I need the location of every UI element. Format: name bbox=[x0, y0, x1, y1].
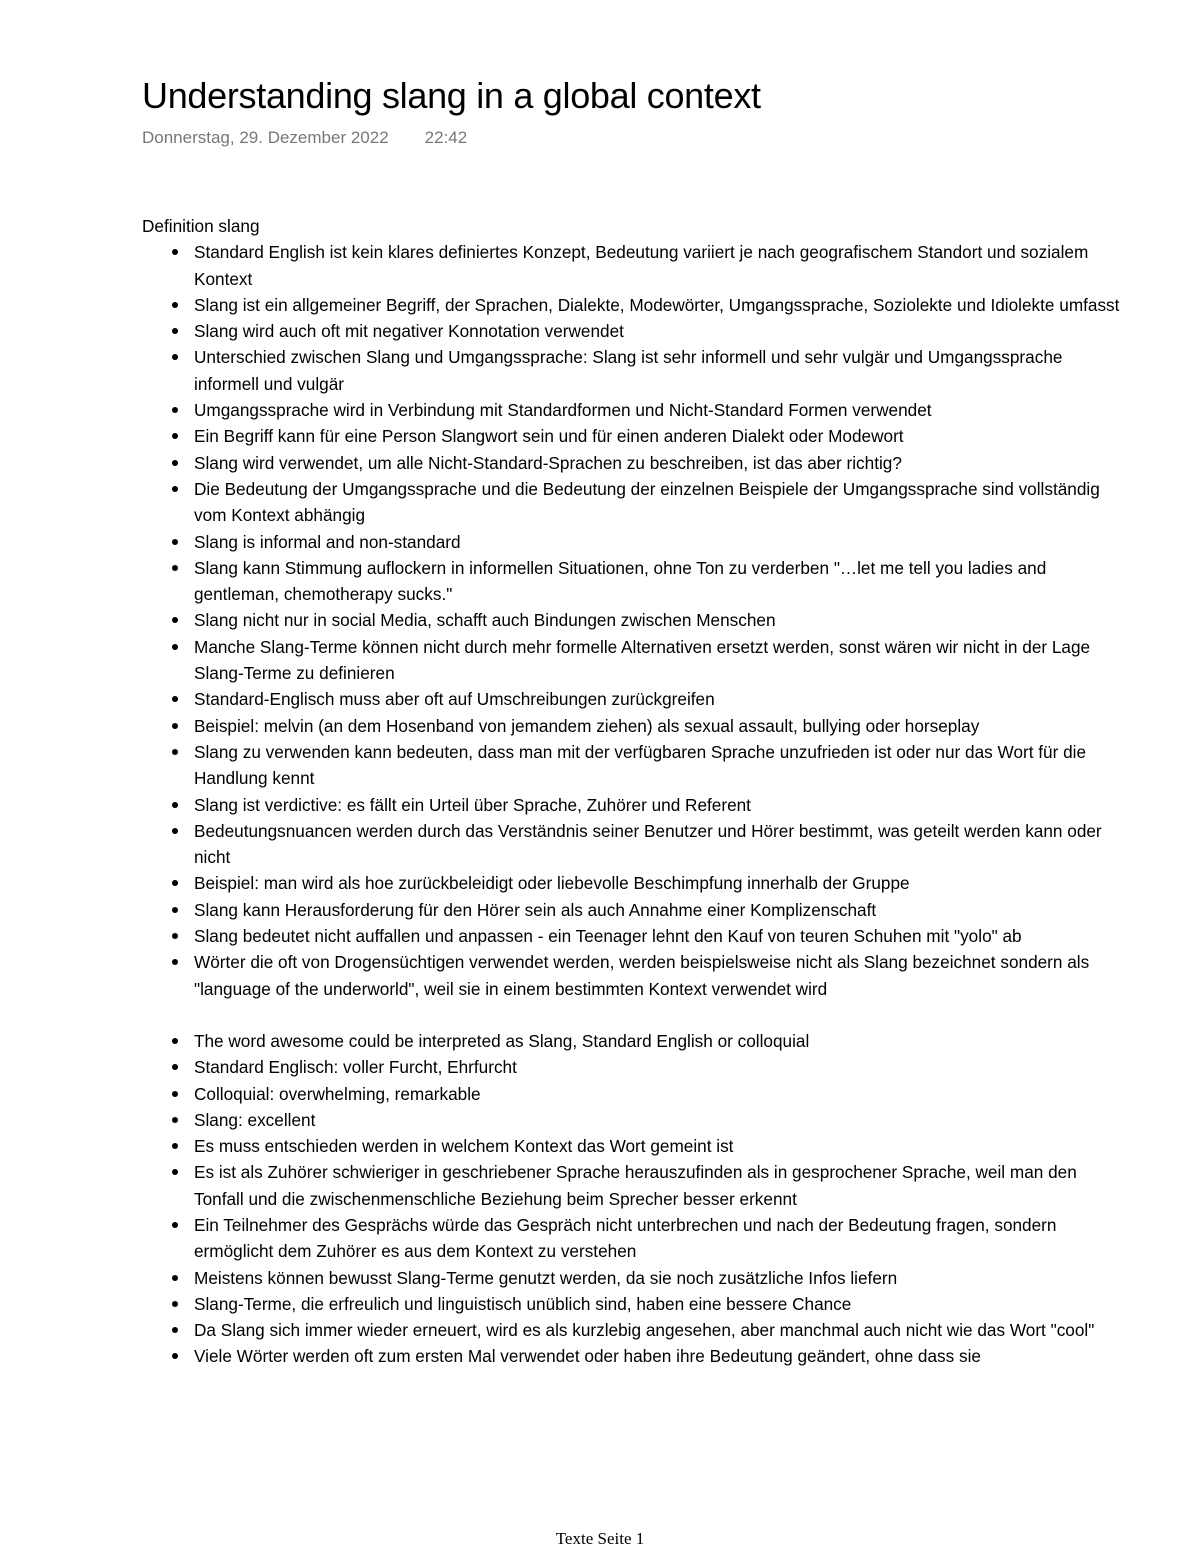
list-item: Slang wird auch oft mit negativer Konnotation verwendet bbox=[142, 318, 1122, 344]
list-item: Manche Slang-Terme können nicht durch mehr formelle Alternativen ersetzt werden, sonst wären wir nicht in der Lage Slang-Terme zu definieren bbox=[142, 634, 1122, 687]
page-content bbox=[142, 213, 1122, 1370]
bullet-list-awesome-example bbox=[142, 1028, 1122, 1370]
page-time: 22:42 bbox=[424, 128, 468, 147]
list-item: Beispiel: melvin (an dem Hosenband von jemandem ziehen) als sexual assault, bullying oder horseplay bbox=[142, 713, 1122, 739]
list-item: Slang zu verwenden kann bedeuten, dass man mit der verfügbaren Sprache unzufrieden ist oder nur das Wort für die Handlung kennt bbox=[142, 739, 1122, 792]
list-item: Slang kann Stimmung auflockern in informellen Situationen, ohne Ton zu verderben "…let me tell you ladies and gentleman, chemotherapy sucks." bbox=[142, 555, 1122, 608]
page-footer: Texte Seite 1 bbox=[555, 1529, 645, 1548]
list-item: Standard-Englisch muss aber oft auf Umschreibungen zurückgreifen bbox=[142, 686, 1122, 712]
list-item: Slang ist ein allgemeiner Begriff, der Sprachen, Dialekte, Modewörter, Umgangssprache, Soziolekte und Idiolekte umfasst bbox=[142, 292, 1122, 318]
paragraph-spacer bbox=[142, 1002, 1122, 1028]
list-item: Standard English ist kein klares definiertes Konzept, Bedeutung variiert je nach geografischem Standort und sozialem Kontext bbox=[142, 239, 1122, 292]
list-item: Es ist als Zuhörer schwieriger in geschriebener Sprache herauszufinden als in gesprochener Sprache, weil man den Tonfall und die zwischenmenschliche Beziehung beim Sprecher besser erkennt bbox=[142, 1159, 1122, 1212]
list-item: Slang wird verwendet, um alle Nicht-Standard-Sprachen zu beschreiben, ist das aber richtig? bbox=[142, 450, 1122, 476]
list-item: Slang ist verdictive: es fällt ein Urteil über Sprache, Zuhörer und Referent bbox=[142, 792, 1122, 818]
list-item: Ein Begriff kann für eine Person Slangwort sein und für einen anderen Dialekt oder Modewort bbox=[142, 423, 1122, 449]
list-item: Meistens können bewusst Slang-Terme genutzt werden, da sie noch zusätzliche Infos liefern bbox=[142, 1265, 1122, 1291]
list-item: Viele Wörter werden oft zum ersten Mal verwendet oder haben ihre Bedeutung geändert, ohne dass sie bbox=[142, 1343, 1122, 1369]
list-item: Slang kann Herausforderung für den Hörer sein als auch Annahme einer Komplizenschaft bbox=[142, 897, 1122, 923]
list-item: Colloquial: overwhelming, remarkable bbox=[142, 1081, 1122, 1107]
list-item: Bedeutungsnuancen werden durch das Verständnis seiner Benutzer und Hörer bestimmt, was geteilt werden kann oder nicht bbox=[142, 818, 1122, 871]
list-item: Unterschied zwischen Slang und Umgangssprache: Slang ist sehr informell und sehr vulgär und Umgangssprache informell und vulgär bbox=[142, 344, 1122, 397]
list-item: Slang: excellent bbox=[142, 1107, 1122, 1133]
bullet-list-definition bbox=[142, 239, 1122, 1002]
page-metadata bbox=[142, 128, 467, 148]
list-item: Standard Englisch: voller Furcht, Ehrfurcht bbox=[142, 1054, 1122, 1080]
list-item: Slang nicht nur in social Media, schafft auch Bindungen zwischen Menschen bbox=[142, 607, 1122, 633]
list-item: Wörter die oft von Drogensüchtigen verwendet werden, werden beispielsweise nicht als Slang bezeichnet sondern als "language of the underworld", weil sie in einem bestimmten Kontext verwendet wird bbox=[142, 949, 1122, 1002]
section-heading: Definition slang bbox=[142, 216, 260, 236]
list-item: Es muss entschieden werden in welchem Kontext das Wort gemeint ist bbox=[142, 1133, 1122, 1159]
list-item: Slang is informal and non-standard bbox=[142, 529, 1122, 555]
list-item: The word awesome could be interpreted as Slang, Standard English or colloquial bbox=[142, 1028, 1122, 1054]
list-item: Slang-Terme, die erfreulich und linguistisch unüblich sind, haben eine bessere Chance bbox=[142, 1291, 1122, 1317]
list-item: Ein Teilnehmer des Gesprächs würde das Gespräch nicht unterbrechen und nach der Bedeutung fragen, sondern ermöglicht dem Zuhörer es aus dem Kontext zu verstehen bbox=[142, 1212, 1122, 1265]
list-item: Beispiel: man wird als hoe zurückbeleidigt oder liebevolle Beschimpfung innerhalb der Gruppe bbox=[142, 870, 1122, 896]
list-item: Die Bedeutung der Umgangssprache und die Bedeutung der einzelnen Beispiele der Umgangssprache sind vollständig vom Kontext abhängig bbox=[142, 476, 1122, 529]
list-item: Umgangssprache wird in Verbindung mit Standardformen und Nicht-Standard Formen verwendet bbox=[142, 397, 1122, 423]
page-title: Understanding slang in a global context bbox=[142, 75, 761, 116]
list-item: Da Slang sich immer wieder erneuert, wird es als kurzlebig angesehen, aber manchmal auch nicht wie das Wort "cool" bbox=[142, 1317, 1122, 1343]
list-item: Slang bedeutet nicht auffallen und anpassen - ein Teenager lehnt den Kauf von teuren Schuhen mit "yolo" ab bbox=[142, 923, 1122, 949]
page-date: Donnerstag, 29. Dezember 2022 bbox=[142, 128, 389, 147]
